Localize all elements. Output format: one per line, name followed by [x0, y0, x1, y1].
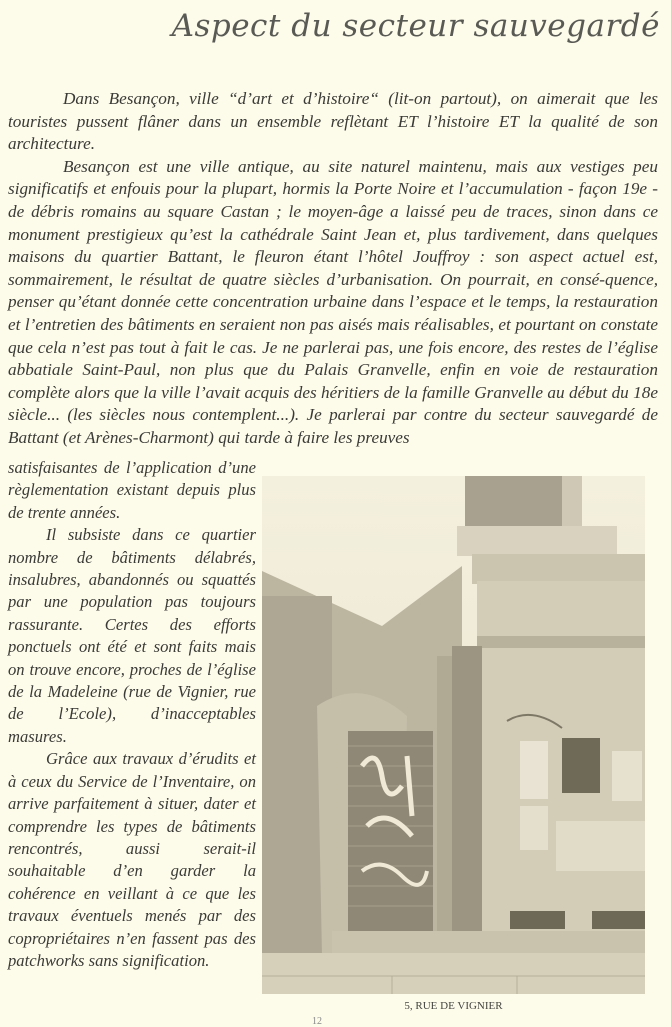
article-body-full-width: [8, 88, 658, 450]
page-title: Aspect du secteur sauvegardé: [171, 8, 660, 44]
building-facade-image: [262, 476, 645, 994]
paragraph-continuation: satisfaisantes de l’application d’une règlementation existant depuis plus de trente années.: [8, 458, 256, 522]
paragraph-intro: Dans Besançon, ville “d’art et d’histoire“ (lit-on partout), on aimerait que les touristes pussent flâner dans un ensemble reflètant ET l’histoire ET la qualité de son architecture.: [8, 89, 658, 154]
paragraph-history: Besançon est une ville antique, au site naturel maintenu, mais aux vestiges peu significatifs et enfouis pour la plupart, hormis la Porte Noire et l’accumulation - façon 19e - de débris romains au square Castan ; le moyen-âge a laissé peu de traces, sinon dans ce monument prestigieux qu’est la cathédrale Saint Jean et, plus tardivement, dans quelques maisons du quartier Battant, le fleuron étant l’hôtel Jouffroy : son aspect actuel est, sommairement, le résultat de quatre siècles d’urbanisation. On pourrait, en consé-quence, penser qu’étant donnée cette concentration urbaine dans l’espace et le temps, la restauration et l’entretien des bâtiments en seraient non pas aisés mais réalisables, et pourtant on constate que cela n’est pas tout à fait le cas. Je ne parlerai pas, une fois encore, des restes de l’église abbatiale Saint-Paul, non plus que du Palais Granvelle, enfin en voie de restauration complète alors que la ville l’avait acquis des héritiers de la famille Granvelle au début du 18e siècle... (les siècles nous contemplent...). Je parlerai par contre du secteur sauvegardé de Battant (et Arènes-Charmont) qui tarde à faire les preuves: [8, 156, 658, 447]
page-number: 12: [312, 1016, 322, 1027]
photo-caption: 5, RUE DE VIGNIER: [404, 1000, 503, 1012]
article-body-column: [8, 457, 256, 972]
street-photo: [262, 476, 645, 994]
paragraph-inventory: Grâce aux travaux d’érudits et à ceux du Service de l’Inventaire, on arrive parfaitement à situer, dater et comprendre les types de bâtiments rencontrés, aussi serait-il souhaitable d’en garder la cohérence en veillant à ce que les travaux éventuels menés par des copropriétaires n’en fassent pas des patchworks sans signification.: [8, 749, 256, 970]
paragraph-buildings: Il subsiste dans ce quartier nombre de bâtiments délabrés, insalubres, abandonnés ou squattés par une population pas toujours rassurante. Certes des efforts ponctuels ont été et sont faits mais on trouve encore, proches de l’église de la Madeleine (rue de Vignier, rue de l’Ecole), d’inacceptables masures.: [8, 525, 256, 746]
